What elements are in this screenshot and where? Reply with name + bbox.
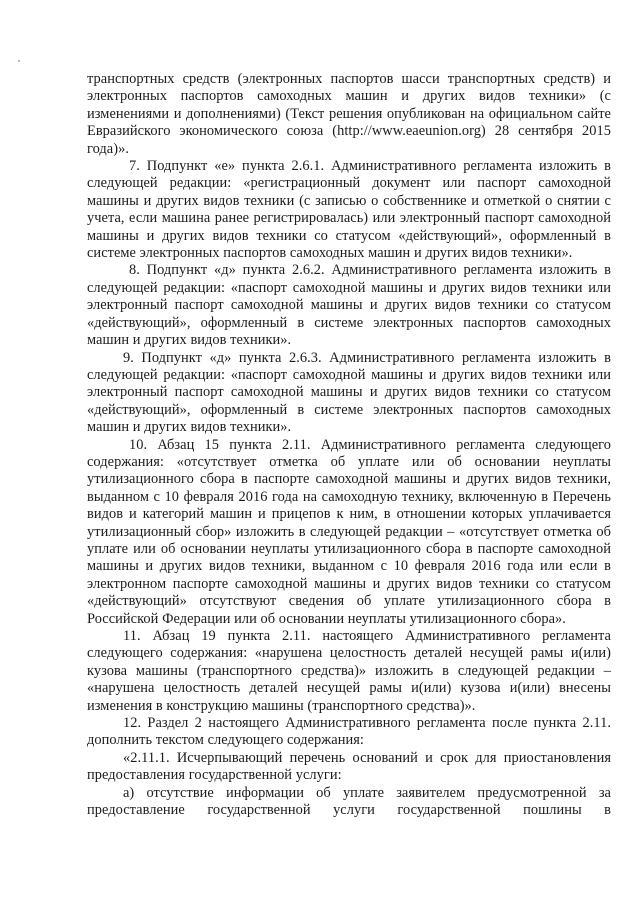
paragraph-item-2-11-1: «2.11.1. Исчерпывающий перечень оснований и срок для приостановления предоставления государственной услуги:	[87, 749, 611, 784]
paragraph-item-8: 8. Подпункт «д» пункта 2.6.2. Административного регламента изложить в следующей редакции: «паспорт самоходной машины и других видов техники или электронный паспорт самоходной машины и других видов техники со статусом «действующий», оформленный в системе электронных паспортов самоходных машин и других видов техники».	[87, 262, 611, 349]
paragraph-item-10: 10. Абзац 15 пункта 2.11. Административного регламента следующего содержания: «отсутствует отметка об уплате или об основании неуплаты утилизационного сбора в паспорте самоходной машины и других видов техники, выданном с 10 февраля 2016 года на самоходную технику, включенную в Перечень видов и категорий машин и прицепов к ним, в отношении которых уплачивается утилизационный сбор» изложить в следующей редакции – «отсутствует отметка об уплате или об основании неуплаты утилизационного сбора в паспорте самоходной машины и других видов техники, выданном с 10 февраля 2016 года или если в электронном паспорте самоходной машины и других видов техники со статусом «действующий» отсутствуют сведения об уплате утилизационного сбора в Российской Федерации или об основании неуплаты утилизационного сбора».	[87, 436, 611, 627]
scan-mark	[18, 60, 20, 62]
paragraph-item-7: 7. Подпункт «е» пункта 2.6.1. Административного регламента изложить в следующей редакции: «регистрационный документ или паспорт самоходной машины и других видов техники (с записью о собственнике и отметкой о снятии с учета, если машина ранее регистрировалась) или электронный паспорт самоходной машины и других видов техники со статусом «действующий», оформленный в системе электронных паспортов самоходных машин и других видов техники».	[87, 158, 611, 262]
paragraph-item-11: 11. Абзац 19 пункта 2.11. настоящего Административного регламента следующего содержания: «нарушена целостность деталей несущей рамы и(или) кузова машины (транспортного средства)» изложить в следующей редакции – «нарушена целостность деталей несущей рамы и(или) кузова и(или) внесены изменения в конструкцию машины (транспортного средства)».	[87, 628, 611, 714]
paragraph-item-12: 12. Раздел 2 настоящего Административного регламента после пункта 2.11. дополнить текстом следующего содержания:	[87, 715, 611, 749]
paragraph-item-9: 9. Подпункт «д» пункта 2.6.3. Административного регламента изложить в следующей редакции: «паспорт самоходной машины и других видов техники или электронный паспорт самоходной машины и других видов техники со статусом «действующий», оформленный в системе электронных паспортов самоходных машин и других видов техники».	[87, 349, 611, 436]
paragraph-continuation: транспортных средств (электронных паспортов шасси транспортных средств) и электронных паспортов самоходных машин и других видов техники» (с изменениями и дополнениями) (Текст решения опубликован на официальном сайте Евразийского экономического союза (http://www.eaeunion.org) 28 сентября 2015 года)».	[87, 71, 611, 157]
paragraph-item-a: а) отсутствие информации об уплате заявителем предусмотренной за предоставление государственной услуги государственной пошлины в	[87, 784, 611, 819]
